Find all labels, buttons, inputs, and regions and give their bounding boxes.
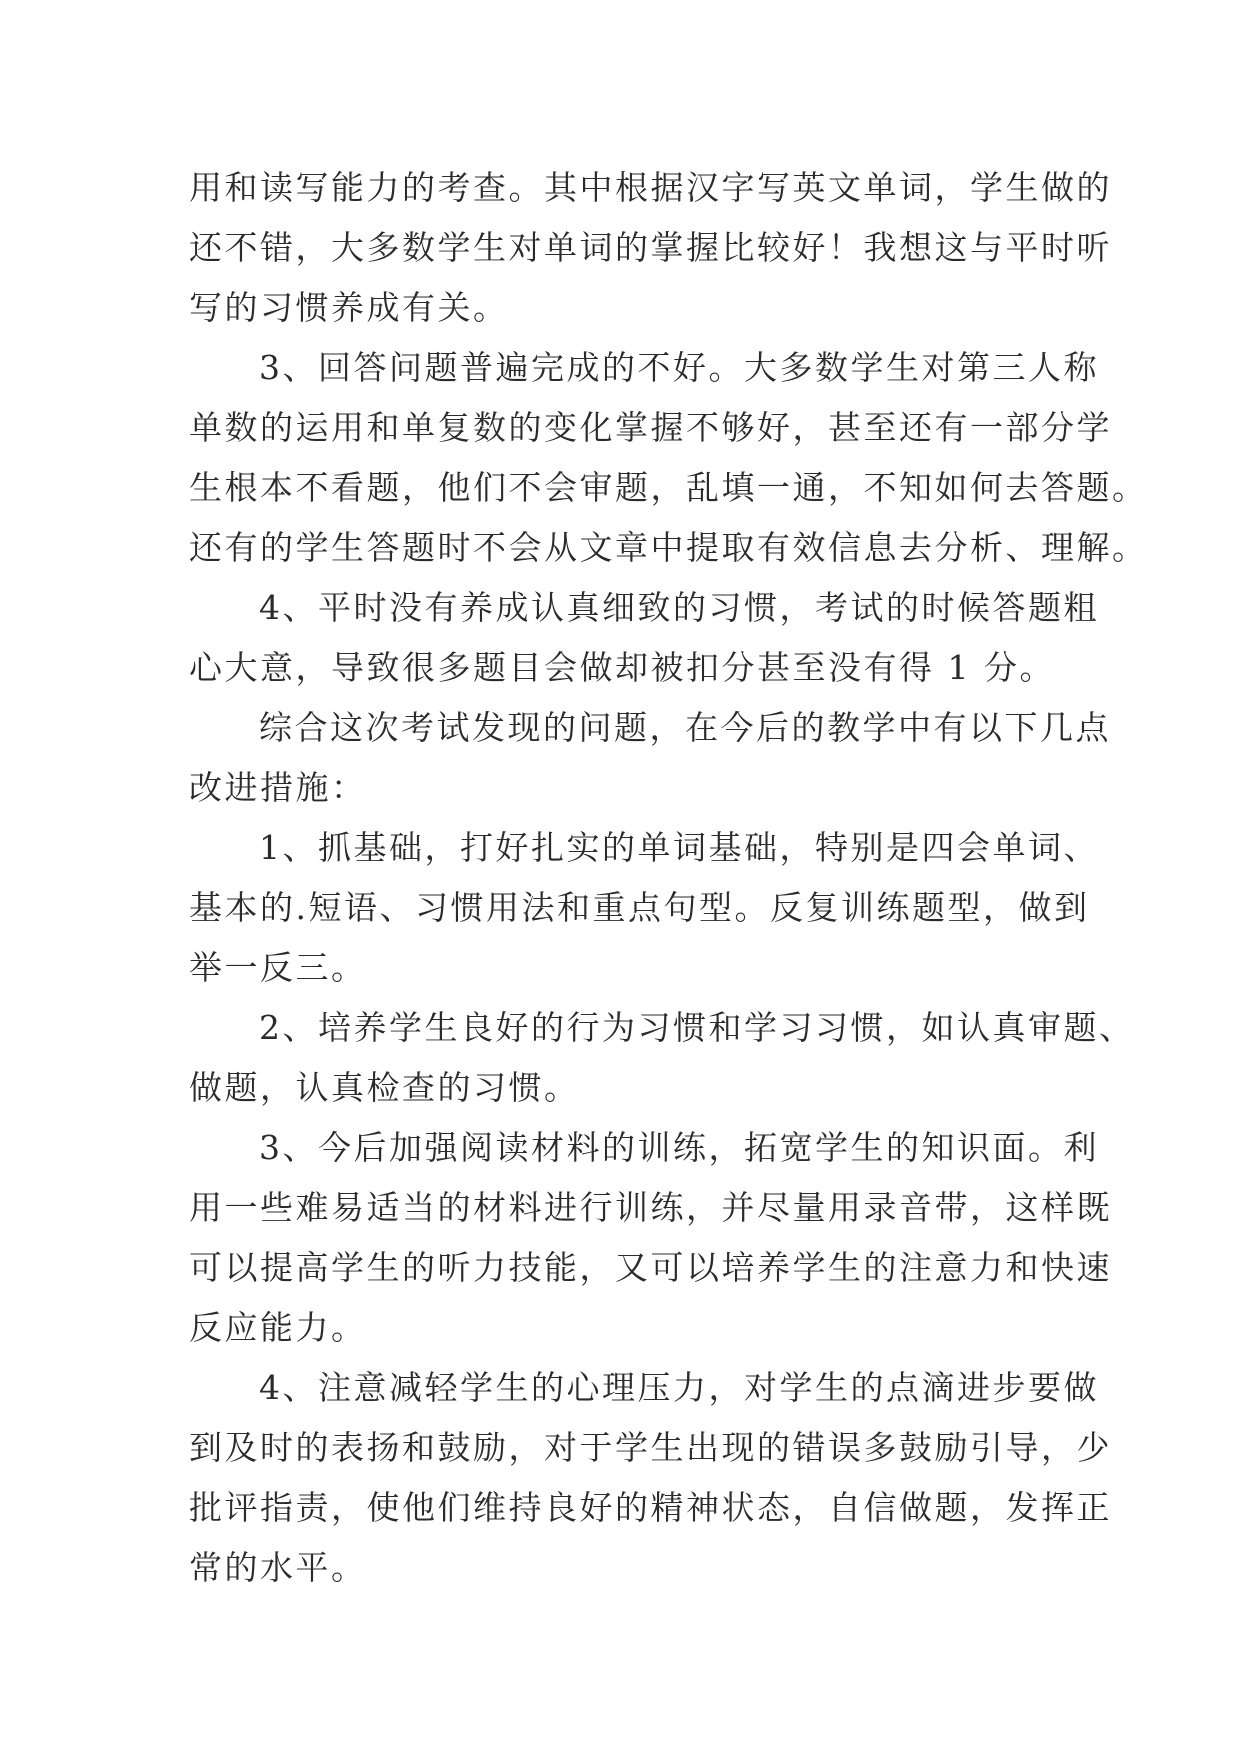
text-line: 到及时的表扬和鼓励，对于学生出现的错误多鼓励引导，少 [189,1428,1112,1467]
text-line: 生根本不看题，他们不会审题，乱填一通，不知如何去答题。 [189,468,1148,507]
text-line: 心大意，导致很多题目会做却被扣分甚至没有得 1 分。 [189,648,1055,687]
text-line: 还有的学生答题时不会从文章中提取有效信息去分析、理解。 [189,528,1148,567]
text-line: 批评指责，使他们维持良好的精神状态，自信做题，发挥正 [189,1488,1112,1527]
text-line: 做题，认真检查的习惯。 [189,1068,580,1107]
text-line: 2、培养学生良好的行为习惯和学习习惯，如认真审题、 [259,1008,1135,1047]
text-line: 常的水平。 [189,1548,367,1587]
text-line: 反应能力。 [189,1308,367,1347]
text-line: 用和读写能力的考查。其中根据汉字写英文单词，学生做的 [189,168,1112,207]
text-line: 3、回答问题普遍完成的不好。大多数学生对第三人称 [259,348,1099,387]
text-line: 1、抓基础，打好扎实的单词基础，特别是四会单词、 [259,828,1099,867]
text-line: 4、注意减轻学生的心理压力，对学生的点滴进步要做 [259,1368,1099,1407]
text-line: 用一些难易适当的材料进行训练，并尽量用录音带，这样既 [189,1188,1112,1227]
text-line: 可以提高学生的听力技能，又可以培养学生的注意力和快速 [189,1248,1112,1287]
text-line: 单数的运用和单复数的变化掌握不够好，甚至还有一部分学 [189,408,1112,447]
text-line: 举一反三。 [189,948,367,987]
text-line: 3、今后加强阅读材料的训练，拓宽学生的知识面。利 [259,1128,1099,1167]
text-line: 写的习惯养成有关。 [189,288,509,327]
text-line: 基本的.短语、习惯用法和重点句型。反复训练题型，做到 [189,888,1090,927]
text-line: 改进措施： [189,768,367,807]
body-text [189,158,1148,1598]
text-line: 还不错，大多数学生对单词的掌握比较好！我想这与平时听 [189,228,1112,267]
text-line: 综合这次考试发现的问题，在今后的教学中有以下几点 [259,708,1111,747]
text-line: 4、平时没有养成认真细致的习惯，考试的时候答题粗 [259,588,1099,627]
